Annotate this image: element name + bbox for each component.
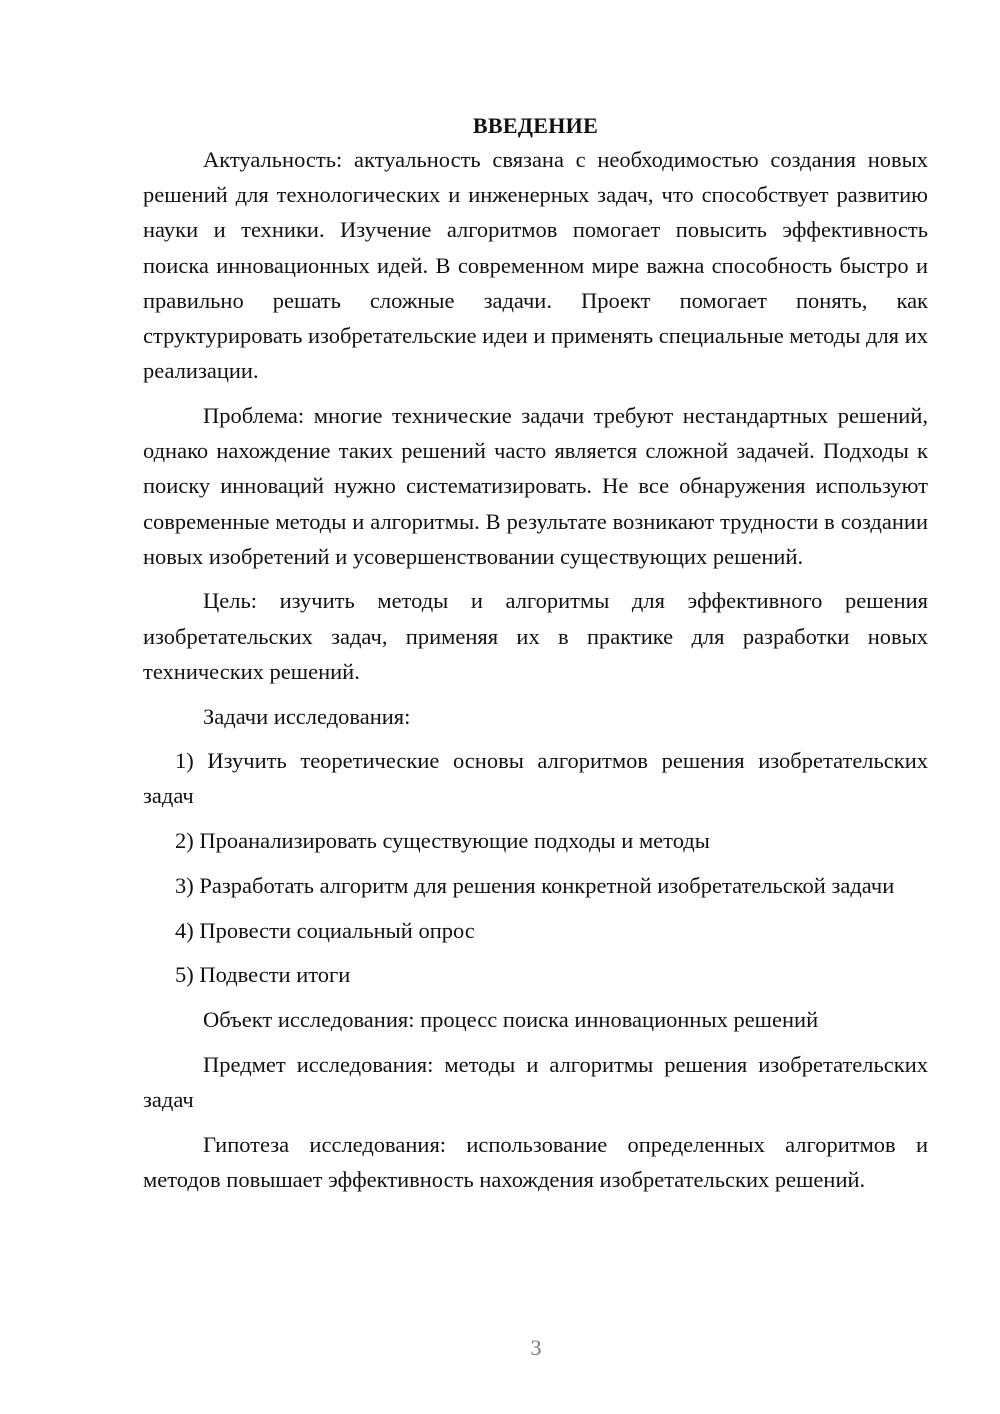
hypothesis-paragraph: Гипотеза исследования: использование определенных алгоритмов и методов повышает эффективность нахождения изобретательских решений. bbox=[143, 1131, 928, 1192]
object-paragraph: Объект исследования: процесс поиска инновационных решений bbox=[203, 1006, 819, 1032]
relevance-paragraph: Актуальность: актуальность связана с необходимостью создания новых решений для технологических и инженерных задач, что способствует развитию науки и техники. Изучение алгоритмов помогает повысить эффективность поиска инновационных идей. В современном мире важна способность быстро и правильно решать сложные задачи. Проект помогает понять, как структурировать изобретательские идеи и применять специальные методы для их реализации. bbox=[143, 147, 928, 384]
task-item-3: 3) Разработать алгоритм для решения конкретной изобретательской задачи bbox=[175, 872, 895, 898]
task-item-4: 4) Провести социальный опрос bbox=[175, 917, 475, 943]
page-title: ВВЕДЕНИЕ bbox=[472, 112, 599, 138]
task-item-1: 1) Изучить теоретические основы алгоритмов решения изобретательских задач bbox=[143, 748, 928, 809]
task-item-2: 2) Проанализировать существующие подходы и методы bbox=[175, 828, 710, 854]
page-body bbox=[143, 142, 928, 1197]
problem-paragraph: Проблема: многие технические задачи требуют нестандартных решений, однако нахождение таких решений часто является сложной задачей. Подходы к поиску инноваций нужно систематизировать. Не все обнаружения используют современные методы и алгоритмы. В результате возникают трудности в создании новых изобретений и усовершенствовании существующих решений. bbox=[143, 402, 928, 569]
subject-paragraph: Предмет исследования: методы и алгоритмы решения изобретательских задач bbox=[143, 1051, 928, 1112]
page-number: 3 bbox=[530, 1335, 542, 1360]
tasks-heading: Задачи исследования: bbox=[203, 703, 411, 729]
task-item-5: 5) Подвести итоги bbox=[175, 962, 351, 988]
goal-paragraph: Цель: изучить методы и алгоритмы для эффективного решения изобретательских задач, применяя их в практике для разработки новых технических решений. bbox=[143, 588, 928, 684]
